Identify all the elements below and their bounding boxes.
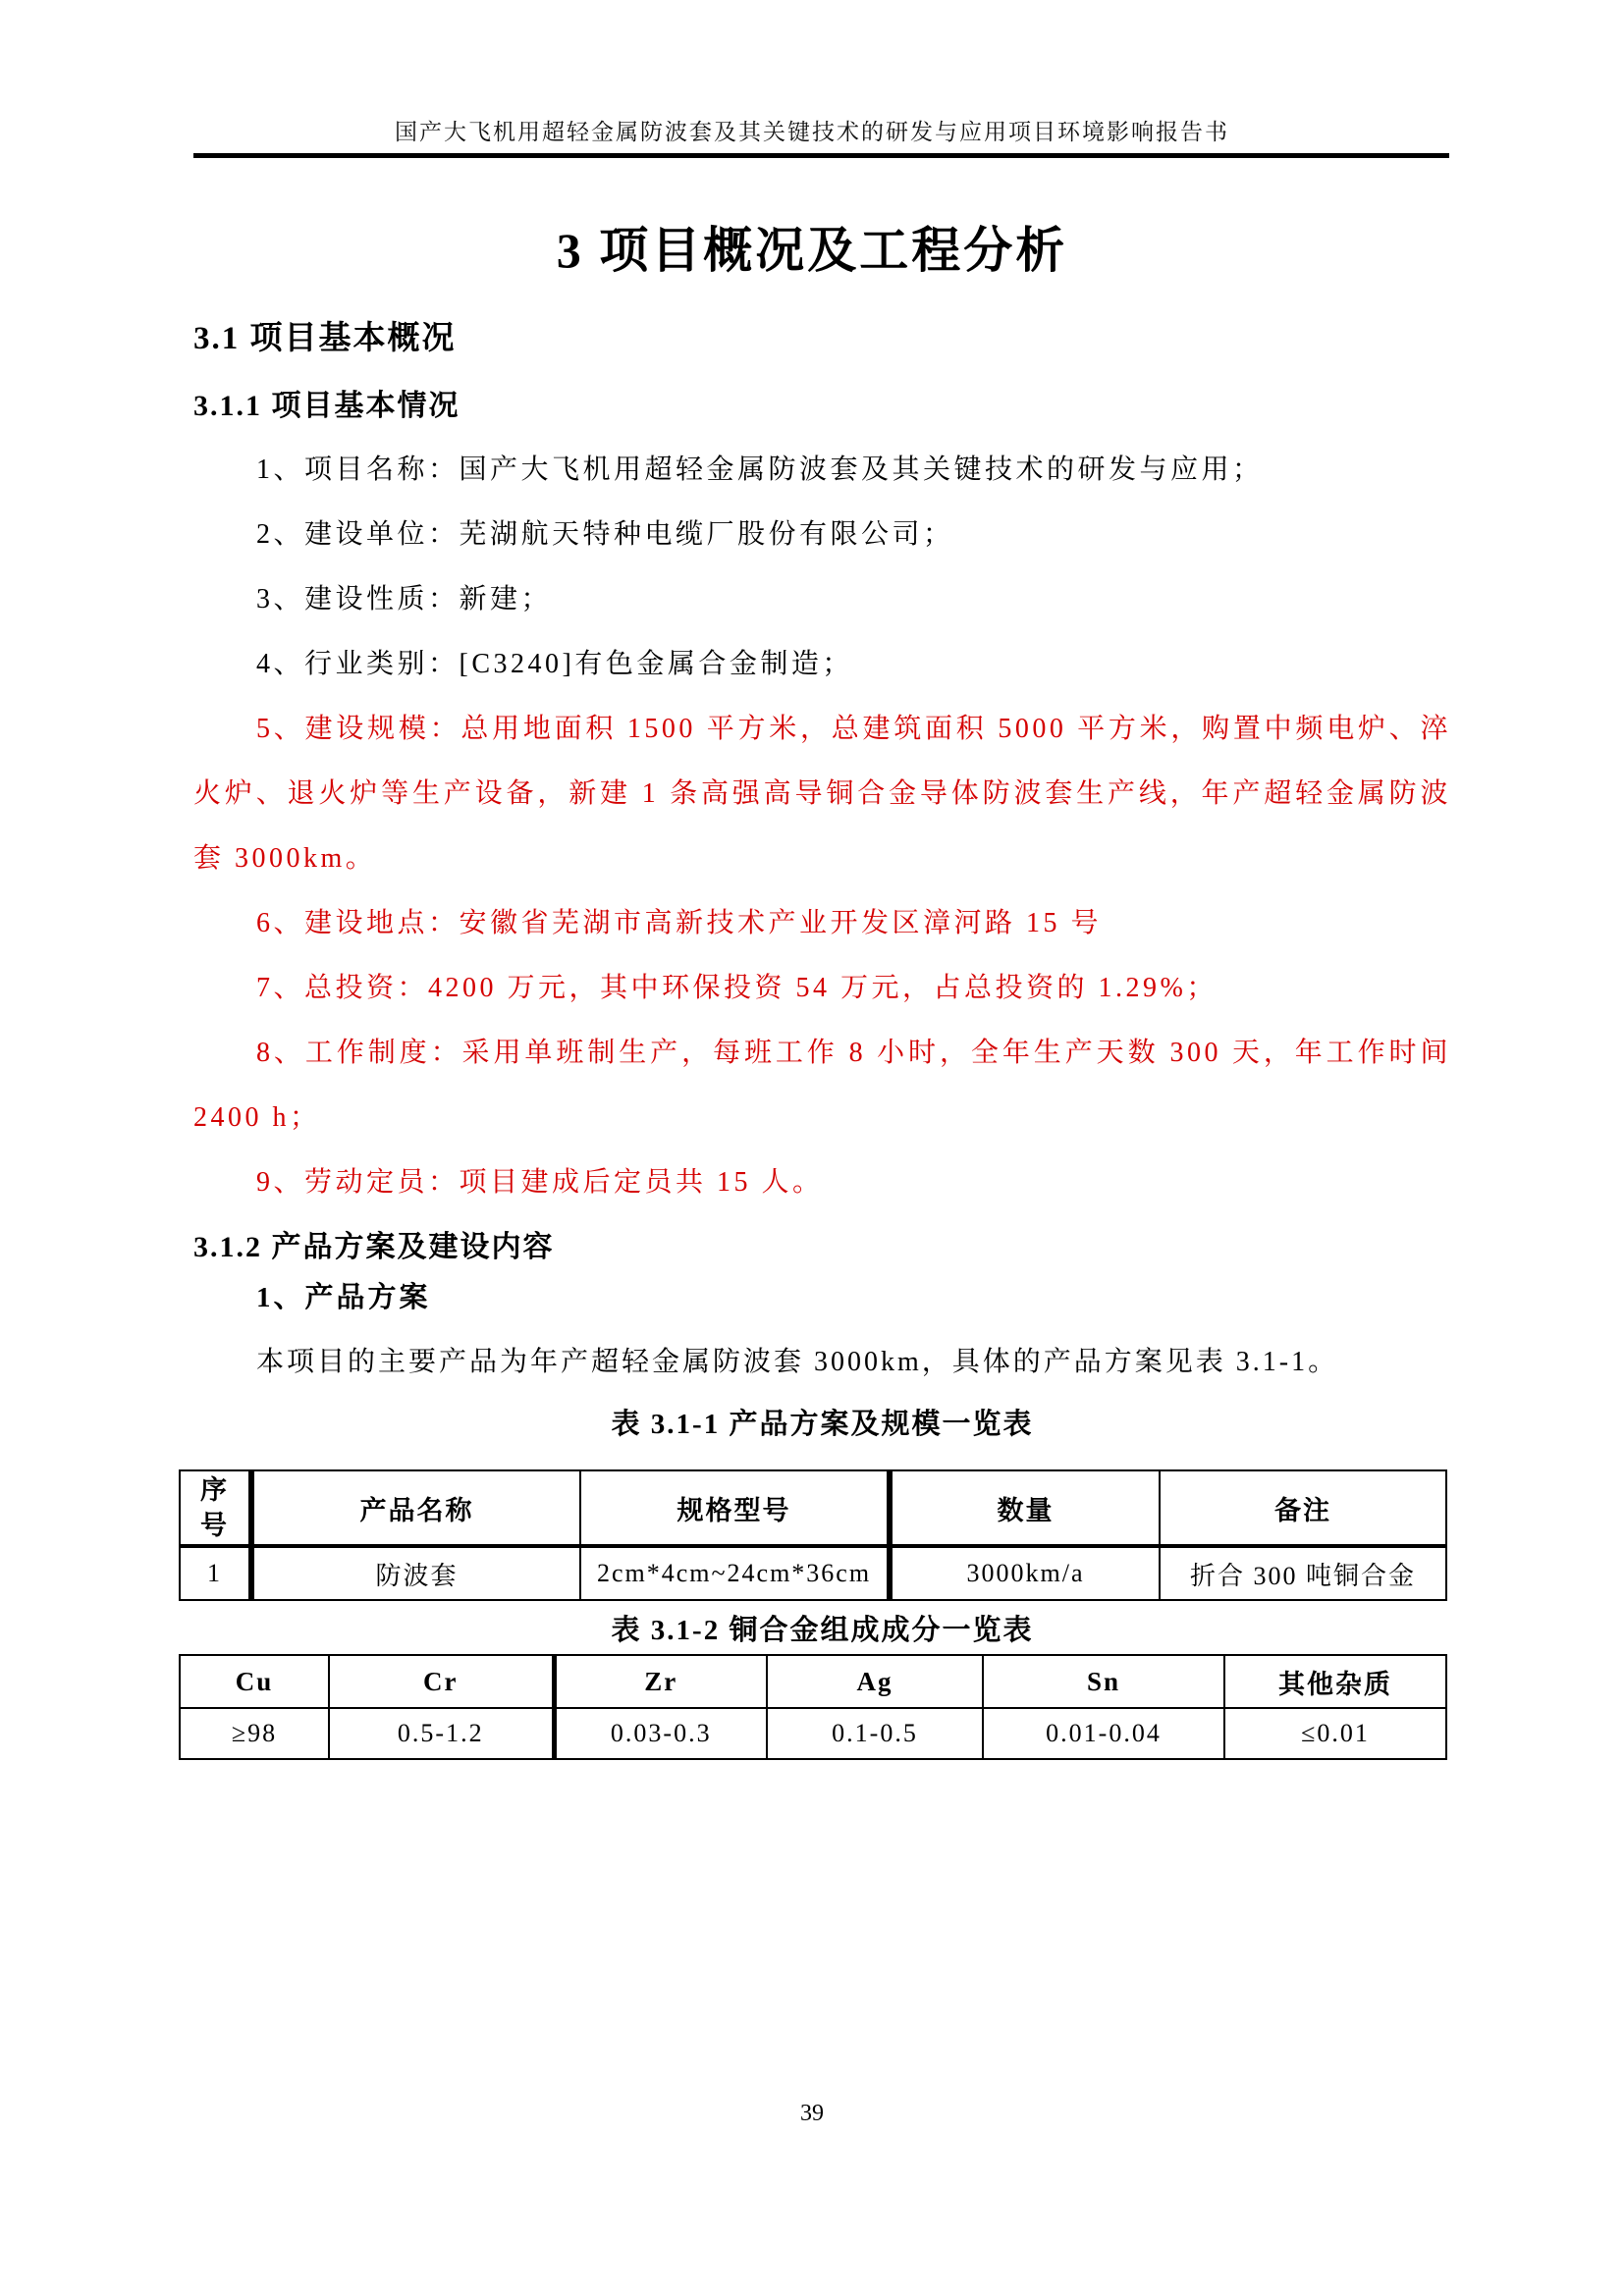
table-cell-other-impurity: ≤0.01 (1224, 1708, 1446, 1759)
table-cell-cu: ≥98 (180, 1708, 329, 1759)
table-header-cell-seq: 序号 (180, 1470, 251, 1546)
table-header-cell-other-impurity: 其他杂质 (1224, 1655, 1446, 1708)
section-heading-3-1: 3.1 项目基本概况 (193, 321, 457, 356)
table-3-1-2-title: 表 3.1-2 铜合金组成成分一览表 (611, 1615, 1034, 1646)
table-header-cell-ag: Ag (767, 1655, 983, 1708)
table-row (180, 1546, 1446, 1600)
header-rule (193, 153, 1449, 158)
table-cell-zr: 0.03-0.3 (554, 1708, 767, 1759)
table-cell-seq: 1 (180, 1546, 251, 1600)
content-area (0, 319, 1624, 1760)
section-heading-3-1-2: 3.1.2 产品方案及建设内容 (193, 1231, 555, 1263)
table-header-row (180, 1655, 1446, 1708)
list-item-4: 4、行业类别：[C3240]有色金属合金制造； (256, 649, 853, 679)
section-heading-3-1-1: 3.1.1 项目基本情况 (193, 390, 460, 422)
table-3-1-1-title: 表 3.1-1 产品方案及规模一览表 (611, 1409, 1034, 1440)
body-paragraph: 本项目的主要产品为年产超轻金属防波套 3000km，具体的产品方案见表 3.1-1。 (256, 1347, 1339, 1377)
table-header-cell-product-name: 产品名称 (251, 1470, 580, 1546)
list-item-2: 2、建设单位：芜湖航天特种电缆厂股份有限公司； (256, 519, 954, 550)
table-header-cell-spec: 规格型号 (580, 1470, 890, 1546)
table-3-1-1 (179, 1469, 1447, 1601)
list-item-1: 1、项目名称：国产大飞机用超轻金属防波套及其关键技术的研发与应用； (256, 454, 1264, 485)
table-header-cell-quantity: 数量 (890, 1470, 1160, 1546)
table-cell-spec: 2cm*4cm~24cm*36cm (580, 1546, 890, 1600)
table-row (180, 1708, 1446, 1759)
table-cell-remark: 折合 300 吨铜合金 (1160, 1546, 1446, 1600)
table-header-row (180, 1470, 1446, 1546)
running-header: 国产大飞机用超轻金属防波套及其关键技术的研发与应用项目环境影响报告书 (395, 120, 1229, 144)
table-header-cell-zr: Zr (554, 1655, 767, 1708)
list-item-9: 9、劳动定员：项目建成后定员共 15 人。 (256, 1167, 824, 1198)
product-plan-heading: 1、产品方案 (256, 1282, 431, 1313)
table-header-cell-cu: Cu (180, 1655, 329, 1708)
page-number: 39 (800, 2101, 824, 2126)
list-item-5: 5、建设规模：总用地面积 1500 平方米，总建筑面积 5000 平方米，购置中频电炉、淬火炉、退火炉等生产设备，新建 1 条高强高导铜合金导体防波套生产线，年产超轻金属防波套 3000km。 (193, 714, 1451, 874)
table-cell-quantity: 3000km/a (890, 1546, 1160, 1600)
table-3-1-2 (179, 1654, 1447, 1760)
list-item-3: 3、建设性质：新建； (256, 584, 553, 614)
list-item-8: 8、工作制度：采用单班制生产，每班工作 8 小时，全年生产天数 300 天，年工作时间 2400 h； (193, 1038, 1451, 1133)
table-cell-cr: 0.5-1.2 (329, 1708, 554, 1759)
table-cell-product-name: 防波套 (251, 1546, 580, 1600)
table-header-cell-cr: Cr (329, 1655, 554, 1708)
table-header-cell-sn: Sn (983, 1655, 1224, 1708)
page-title: 3 项目概况及工程分析 (556, 223, 1068, 278)
list-item-6: 6、建设地点：安徽省芜湖市高新技术产业开发区漳河路 15 号 (256, 908, 1103, 938)
list-item-7: 7、总投资：4200 万元，其中环保投资 54 万元，占总投资的 1.29%； (256, 973, 1218, 1003)
table-cell-sn: 0.01-0.04 (983, 1708, 1224, 1759)
table-cell-ag: 0.1-0.5 (767, 1708, 983, 1759)
table-header-cell-remark: 备注 (1160, 1470, 1446, 1546)
